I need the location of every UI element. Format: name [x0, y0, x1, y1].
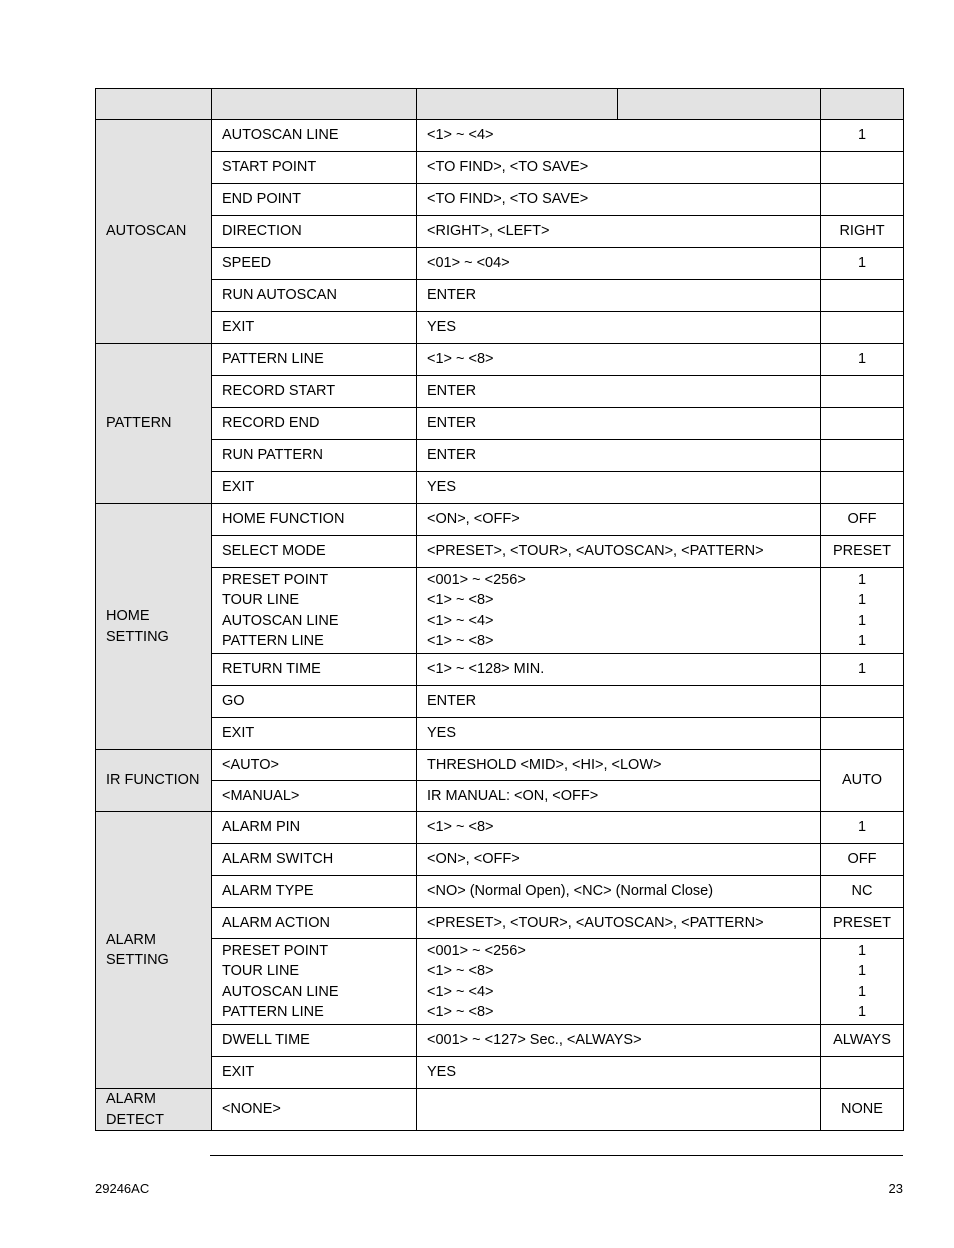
options-cell: IR MANUAL: <ON, <OFF> [417, 781, 821, 812]
default-cell: ALWAYS [821, 1025, 904, 1057]
default-cell [821, 376, 904, 408]
table-row [96, 184, 904, 216]
item-cell: AUTOSCAN LINE [212, 120, 417, 152]
item-cell: EXIT [212, 312, 417, 344]
default-cell [821, 440, 904, 472]
table-header-row [96, 89, 904, 120]
item-cell: <AUTO> [212, 750, 417, 781]
default-cell: OFF [821, 504, 904, 536]
table-row [96, 750, 904, 781]
table-row [96, 654, 904, 686]
default-cell [821, 472, 904, 504]
table-row [96, 1025, 904, 1057]
table-row [96, 1089, 904, 1131]
default-cell: 1 [821, 654, 904, 686]
options-cell: YES [417, 718, 821, 750]
options-cell: ENTER [417, 376, 821, 408]
table-row [96, 120, 904, 152]
item-cell: RUN PATTERN [212, 440, 417, 472]
default-cell [821, 184, 904, 216]
default-cell: NONE [821, 1089, 904, 1131]
options-cell: <TO FIND>, <TO SAVE> [417, 152, 821, 184]
table-row [96, 248, 904, 280]
default-cell [821, 1057, 904, 1089]
options-cell [417, 1089, 821, 1131]
table-row [96, 440, 904, 472]
table-row [96, 312, 904, 344]
default-cell: PRESET [821, 908, 904, 939]
item-cell: <NONE> [212, 1089, 417, 1131]
table-row [96, 908, 904, 939]
item-cell: SPEED [212, 248, 417, 280]
table-row [96, 781, 904, 812]
default-cell [821, 718, 904, 750]
table-row [96, 718, 904, 750]
default-cell: 1 [821, 344, 904, 376]
table-row [96, 1057, 904, 1089]
table-row [96, 152, 904, 184]
table-row [96, 344, 904, 376]
options-cell: <ON>, <OFF> [417, 844, 821, 876]
item-cell: EXIT [212, 472, 417, 504]
table-row [96, 686, 904, 718]
table-row [96, 408, 904, 440]
default-cell [821, 312, 904, 344]
table-row [96, 536, 904, 568]
options-cell: <1> ~ <4> [417, 120, 821, 152]
item-cell: RECORD END [212, 408, 417, 440]
options-cell: YES [417, 312, 821, 344]
options-cell: <TO FIND>, <TO SAVE> [417, 184, 821, 216]
header-cell [96, 89, 212, 120]
settings-table [95, 88, 904, 1131]
item-cell: SELECT MODE [212, 536, 417, 568]
options-cell: <PRESET>, <TOUR>, <AUTOSCAN>, <PATTERN> [417, 536, 821, 568]
item-cell: ALARM ACTION [212, 908, 417, 939]
options-cell: ENTER [417, 280, 821, 312]
options-cell: YES [417, 1057, 821, 1089]
default-cell: 1 [821, 248, 904, 280]
table-row [96, 280, 904, 312]
page-number: 23 [888, 1181, 903, 1196]
default-cell: OFF [821, 844, 904, 876]
options-cell: <1> ~ <8> [417, 344, 821, 376]
item-cell: <MANUAL> [212, 781, 417, 812]
options-cell: ENTER [417, 440, 821, 472]
header-cell [212, 89, 417, 120]
category-home-setting: HOME SETTING [96, 504, 212, 750]
item-cell: RUN AUTOSCAN [212, 280, 417, 312]
item-cell: GO [212, 686, 417, 718]
default-cell: AUTO [821, 750, 904, 812]
options-cell: <001> ~ <256> <1> ~ <8> <1> ~ <4> <1> ~ <8> [417, 568, 821, 654]
item-cell: ALARM PIN [212, 812, 417, 844]
options-cell: <1> ~ <8> [417, 812, 821, 844]
default-cell: 1 1 1 1 [821, 939, 904, 1025]
item-cell: DWELL TIME [212, 1025, 417, 1057]
options-cell: <ON>, <OFF> [417, 504, 821, 536]
table-row [96, 472, 904, 504]
category-ir-function: IR FUNCTION [96, 750, 212, 812]
default-cell: RIGHT [821, 216, 904, 248]
options-cell: THRESHOLD <MID>, <HI>, <LOW> [417, 750, 821, 781]
default-cell [821, 152, 904, 184]
options-cell: <1> ~ <128> MIN. [417, 654, 821, 686]
header-cell [618, 89, 821, 120]
item-cell: EXIT [212, 1057, 417, 1089]
default-cell: PRESET [821, 536, 904, 568]
options-cell: <PRESET>, <TOUR>, <AUTOSCAN>, <PATTERN> [417, 908, 821, 939]
item-cell: HOME FUNCTION [212, 504, 417, 536]
table-row [96, 376, 904, 408]
header-cell [417, 89, 618, 120]
options-cell: <01> ~ <04> [417, 248, 821, 280]
category-alarm-setting: ALARM SETTING [96, 812, 212, 1089]
table-row [96, 216, 904, 248]
options-cell: YES [417, 472, 821, 504]
default-cell: 1 1 1 1 [821, 568, 904, 654]
default-cell [821, 686, 904, 718]
item-cell: PRESET POINT TOUR LINE AUTOSCAN LINE PATTERN LINE [212, 568, 417, 654]
default-cell [821, 280, 904, 312]
item-cell: DIRECTION [212, 216, 417, 248]
item-cell: PRESET POINT TOUR LINE AUTOSCAN LINE PATTERN LINE [212, 939, 417, 1025]
options-cell: ENTER [417, 408, 821, 440]
options-cell: <NO> (Normal Open), <NC> (Normal Close) [417, 876, 821, 908]
item-cell: END POINT [212, 184, 417, 216]
default-cell: NC [821, 876, 904, 908]
item-cell: ALARM SWITCH [212, 844, 417, 876]
item-cell: EXIT [212, 718, 417, 750]
table-row [96, 812, 904, 844]
table-row [96, 876, 904, 908]
category-autoscan: AUTOSCAN [96, 120, 212, 344]
options-cell: <RIGHT>, <LEFT> [417, 216, 821, 248]
item-cell: RETURN TIME [212, 654, 417, 686]
default-cell: 1 [821, 120, 904, 152]
document-number: 29246AC [95, 1181, 150, 1196]
item-cell: ALARM TYPE [212, 876, 417, 908]
default-cell: 1 [821, 812, 904, 844]
item-cell: RECORD START [212, 376, 417, 408]
options-cell: ENTER [417, 686, 821, 718]
options-cell: <001> ~ <256> <1> ~ <8> <1> ~ <4> <1> ~ <8> [417, 939, 821, 1025]
category-pattern: PATTERN [96, 344, 212, 504]
table-row [96, 568, 904, 654]
category-alarm-detect: ALARM DETECT [96, 1089, 212, 1131]
item-cell: START POINT [212, 152, 417, 184]
table-row [96, 844, 904, 876]
table-row [96, 939, 904, 1025]
footer-divider [210, 1155, 903, 1156]
default-cell [821, 408, 904, 440]
table-row [96, 504, 904, 536]
options-cell: <001> ~ <127> Sec., <ALWAYS> [417, 1025, 821, 1057]
header-cell [821, 89, 904, 120]
item-cell: PATTERN LINE [212, 344, 417, 376]
